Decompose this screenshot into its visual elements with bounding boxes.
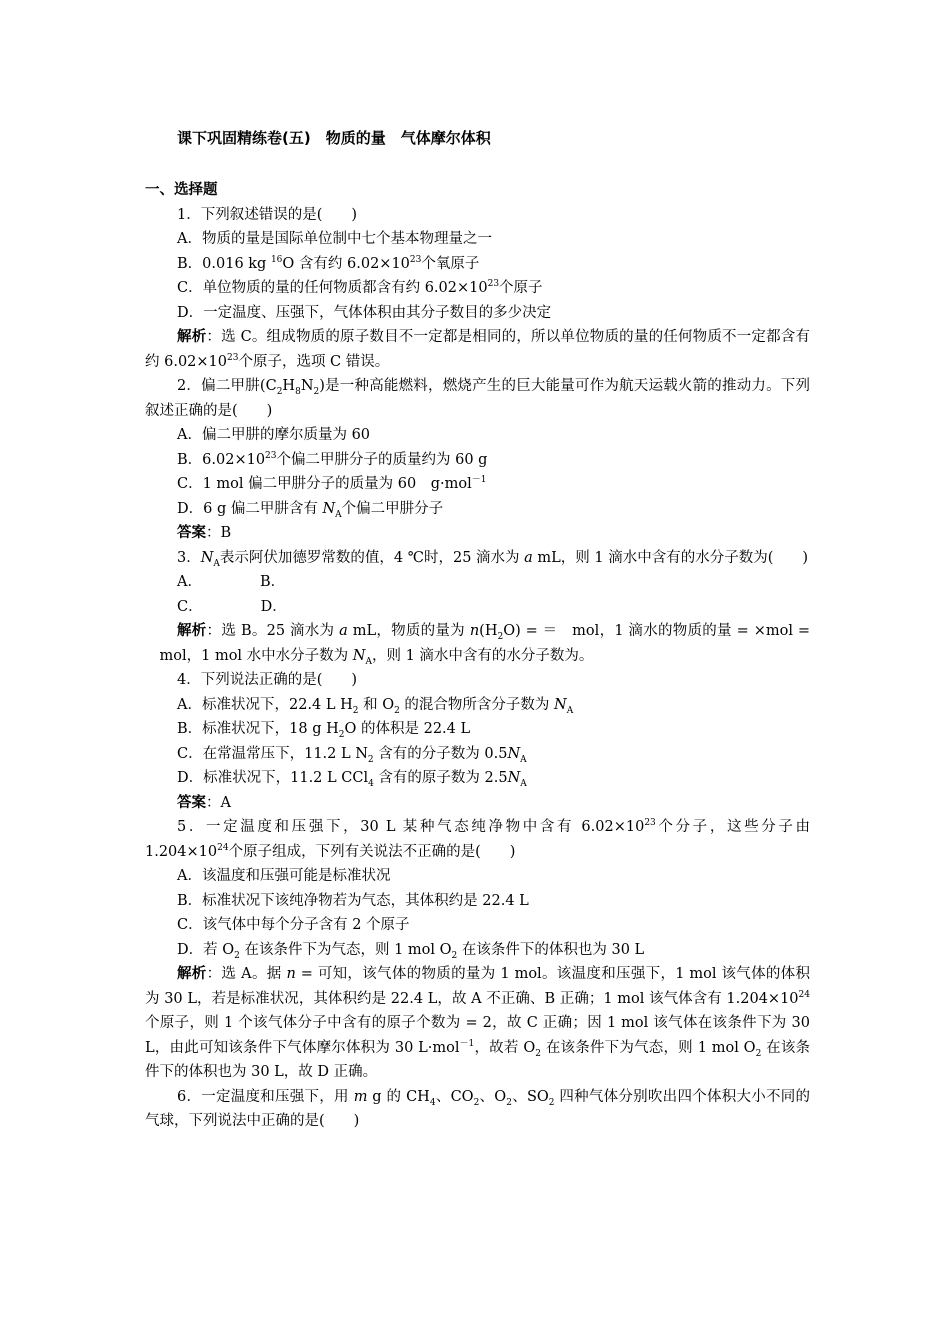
q3-options-ab: A． B． — [177, 574, 286, 590]
q1-option-b: B．0.016 kg $^{16}$O 含有约 $6.02\times 10^{23}$个氧原子 — [177, 254, 480, 272]
q1-stem: 1．下列叙述错误的是( ) — [177, 206, 358, 223]
q6-stem: 6．一定温度和压强下，用 m g 的 $CH_4$、$CO_2$、$O_2$、$SO_2$ 四种气体分别吹出四个体积大小不同的气球，下列说法中正确的是( ) — [145, 1088, 810, 1129]
q3-explanation: 解析：选 B。25 滴水为 a mL，物质的量为 $n(H_2O)$ = ＝ mol，1 滴水的物质的量 = ×mol = mol，1 mol 水中水分子数为 $N_A$，则 1 滴水中含有的水分子数为。 — [145, 623, 810, 667]
answer-label: 答案 — [177, 794, 206, 811]
q4-option-d: D．标准状况下，11.2 L CCl$_4$ 含有的原子数为 $2.5N_A$ — [177, 770, 527, 789]
q2-option-a: A．偏二甲肼的摩尔质量为 60 — [177, 427, 371, 443]
document-page — [145, 128, 810, 1134]
q5-option-a: A．该温度和压强可能是标准状况 — [177, 868, 391, 884]
q5-option-b: B．标准状况下该纯净物若为气态，其体积约是 22.4 L — [177, 892, 529, 909]
q1-option-c: C．单位物质的量的任何物质都含有约 $6.02\times 10^{23}$个原子 — [177, 279, 543, 296]
explanation-label: 解析 — [177, 329, 207, 345]
answer-label: 答案 — [177, 525, 206, 541]
q2-answer: 答案：B — [177, 525, 232, 541]
q5-explanation: 解析：选 A。据 n = 可知，该气体的物质的量为 1 mol。该温度和压强下，1 mol 该气体的体积为 30 L，若是标准状况，其体积约是 22.4 L，故 A 不正确、B 正确；1 mol 该气体含有 $1.204\times 10^{24}$个原子，则 1 个该气体分子中含有的原子个数为 = 2，故 C 正确；因 1 mol 该气体在该条件下为 30 L，由此可知该条件下气体摩尔体积为 30 L·mol$^{-1}$，故若 $O_2$ 在该条件下为气态，则 1 mol $O_2$ 在该条件下的体积也为 30 L，故 D 正确。 — [145, 966, 811, 1080]
explanation-label: 解析 — [177, 966, 207, 982]
q1-option-d: D．一定温度、压强下，气体体积由其分子数目的多少决定 — [177, 304, 552, 321]
q2-option-d: D．6 g 偏二甲肼含有 $N_A$个偏二甲肼分子 — [177, 500, 444, 520]
q4-option-a: A．标准状况下，22.4 L $H_2$ 和 $O_2$ 的混合物所含分子数为 $N_A$ — [177, 696, 574, 716]
q3-stem: 3．$N_A$表示阿伏加德罗常数的值，4 ℃时，25 滴水为 a mL，则 1 滴水中含有的水分子数为( ) — [177, 549, 809, 569]
q5-stem: 5．一定温度和压强下，30 L 某种气态纯净物中含有 $6.02\times 10^{23}$个分子，这些分子由 $1.204\times 10^{24}$个原子组成，下列有关说法不正确的是( ) — [145, 818, 810, 860]
q4-option-c: C．在常温常压下，11.2 L $N_2$ 含有的分子数为 $0.5N_A$ — [177, 745, 527, 765]
q5-option-d: D．若 $O_2$ 在该条件下为气态，则 1 mol $O_2$ 在该条件下的体积也为 30 L — [177, 941, 645, 961]
q2-option-b: B．$6.02\times 10^{23}$个偏二甲肼分子的质量约为 60 g — [177, 450, 488, 468]
q1-explanation: 解析：选 C。组成物质的原子数目不一定都是相同的，所以单位物质的量的任何物质不一定都含有约 $6.02\times 10^{23}$个原子，选项 C 错误。 — [145, 329, 811, 370]
q5-option-c: C．该气体中每个分子含有 2 个原子 — [177, 917, 410, 933]
section-heading: 一、选择题 — [145, 182, 218, 198]
q2-option-c: C．1 mol 偏二甲肼分子的质量为 60 g·mol$^{-1}$ — [177, 475, 487, 492]
q4-option-b: B．标准状况下，18 g $H_2O$ 的体积是 22.4 L — [177, 721, 471, 740]
page-title: 课下巩固精练卷(五) 物质的量 气体摩尔体积 — [177, 129, 491, 147]
q4-answer: 答案：A — [177, 794, 231, 811]
q4-stem: 4．下列说法正确的是( ) — [177, 672, 358, 688]
explanation-label: 解析 — [177, 623, 207, 639]
q3-options-cd: C． D． — [177, 598, 287, 615]
q2-stem: 2．偏二甲肼$(C_2H_8N_2)$是一种高能燃料，燃烧产生的巨大能量可作为航天运载火箭的推动力。下列叙述正确的是( ) — [145, 378, 810, 419]
q1-option-a: A．物质的量是国际单位制中七个基本物理量之一 — [177, 231, 492, 247]
